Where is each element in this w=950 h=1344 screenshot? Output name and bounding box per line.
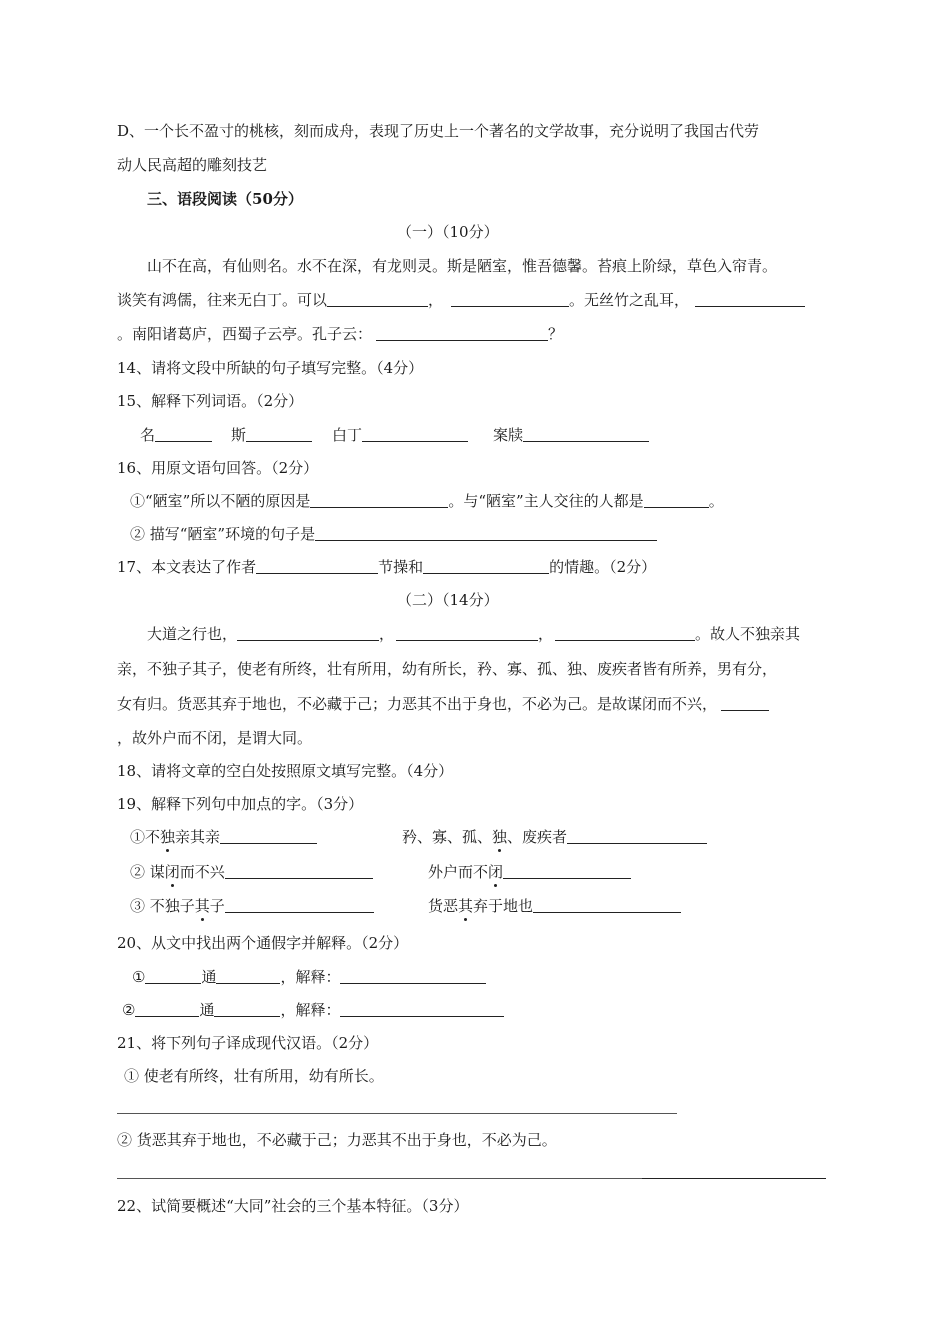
- q19-item-4: [428, 862, 631, 882]
- q19-item-6: [428, 896, 681, 916]
- q20-jieshi-2: ，解释：: [280, 1001, 341, 1019]
- q17-text-c: 的情趣。（2分）: [549, 558, 657, 576]
- p2-blank-4[interactable]: [721, 695, 769, 711]
- passage2-line1-text-a: 大道之行也，: [147, 625, 238, 643]
- q19-item-1-post: 亲其亲: [175, 828, 221, 846]
- question-14: 14、请将文段中所缺的句子填写完整。（4分）: [117, 359, 424, 377]
- q15-word-3-label: 白丁: [332, 426, 363, 444]
- q17-blank-1[interactable]: [256, 558, 378, 574]
- q19-item-2-dotted: 独: [492, 828, 508, 846]
- q19-blank-6[interactable]: [533, 897, 681, 913]
- q20-blank-2a[interactable]: [135, 1001, 199, 1017]
- passage1-line2: [117, 290, 805, 310]
- q16-item-2-text: ② 描写“陋室”环境的句子是: [130, 525, 316, 543]
- q19-item-3-dotted: 闭: [164, 863, 180, 881]
- q15-blank-3[interactable]: [362, 426, 468, 442]
- question-19: 19、解释下列句中加点的字。（3分）: [117, 795, 364, 813]
- blank-1[interactable]: [327, 291, 428, 307]
- passage2-line1-text-b: 。故人不独亲其: [695, 625, 801, 643]
- q20-blank-2c[interactable]: [340, 1001, 504, 1017]
- q19-item-5: [130, 896, 374, 916]
- blank-3[interactable]: [695, 291, 805, 307]
- q17-text-a: 17、本文表达了作者: [117, 558, 257, 576]
- q19-blank-5[interactable]: [225, 897, 374, 913]
- q21-sentence-2: ② 货恶其弃于地也，不必藏于己；力恶其不出于身也，不必为己。: [117, 1131, 557, 1149]
- q17-blank-2[interactable]: [423, 558, 549, 574]
- q19-item-6-dotted: 其: [458, 897, 474, 915]
- q15-word-3: [332, 425, 468, 445]
- passage1-line3-text-a: 。南阳诸葛庐，西蜀子云亭。孔子云：: [117, 325, 373, 343]
- question-18: 18、请将文章的空白处按照原文填写完整。（4分）: [117, 762, 454, 780]
- q19-item-1: [130, 827, 317, 847]
- passage2-line3-text: 女有归。货恶其弃于地也，不必藏于己；力恶其不出于身也，不必为己。是故谋闭而不兴，: [117, 695, 718, 713]
- passage1-line1: 山不在高，有仙则名。水不在深，有龙则灵。斯是陋室，惟吾德馨。苔痕上阶绿，草色入帘青。: [147, 257, 778, 275]
- q19-item-3: [130, 862, 373, 882]
- q19-blank-3[interactable]: [225, 863, 373, 879]
- q19-item-1-pre: ①不: [130, 828, 161, 846]
- q19-item-3-post: 而不兴: [179, 863, 225, 881]
- question-16: 16、用原文语句回答。（2分）: [117, 459, 319, 477]
- q16-item-2: [130, 524, 657, 544]
- q16-blank-2[interactable]: [644, 492, 709, 508]
- q19-item-4-pre: 外户而不: [428, 863, 489, 881]
- q15-word-1-label: 名: [140, 426, 156, 444]
- d-option-line1: D、一个长不盈寸的桃核，刻而成舟，表现了历史上一个著名的文学故事，充分说明了我国古代劳: [117, 122, 760, 140]
- q20-tong-2: 通: [199, 1001, 215, 1019]
- q21-answer-line-2a[interactable]: [117, 1178, 642, 1179]
- q19-item-6-post: 弃于地也: [473, 897, 534, 915]
- d-option-line2: 动人民高超的雕刻技艺: [117, 156, 268, 174]
- q16-blank-3[interactable]: [315, 525, 657, 541]
- q19-item-3-pre: ② 谋: [130, 863, 165, 881]
- question-21: 21、将下列句子译成现代汉语。（2分）: [117, 1034, 379, 1052]
- passage2-line4: ，故外户而不闭，是谓大同。: [117, 729, 313, 747]
- q19-blank-2[interactable]: [567, 828, 707, 844]
- q20-blank-1c[interactable]: [340, 968, 486, 984]
- passage2-line2: 亲，不独子其子，使老有所终，壮有所用，幼有所长，矜、寡、孤、独、废疾者皆有所养，男有分，: [117, 660, 778, 678]
- p2-blank-2[interactable]: [396, 625, 538, 641]
- q19-item-2: [402, 827, 707, 847]
- question-mark: ？: [548, 325, 564, 343]
- comma: ，: [379, 625, 395, 643]
- q19-item-5-pre: ③ 不独子: [130, 897, 195, 915]
- q19-blank-1[interactable]: [220, 828, 317, 844]
- question-22: 22、试简要概述“大同”社会的三个基本特征。（3分）: [117, 1197, 469, 1215]
- q16-item-1-text-b: 。与“陋室”主人交往的人都是: [448, 492, 644, 510]
- q19-item-1-dotted: 独: [160, 828, 176, 846]
- blank-2[interactable]: [451, 291, 569, 307]
- q20-blank-2b[interactable]: [214, 1001, 280, 1017]
- q20-item-1: [132, 967, 486, 987]
- q15-word-4-label: 案牍: [493, 426, 524, 444]
- q15-blank-4[interactable]: [523, 426, 649, 442]
- q19-item-5-post: 子: [209, 897, 225, 915]
- q15-word-2: [231, 425, 312, 445]
- q15-blank-1[interactable]: [155, 426, 212, 442]
- part1-heading: （一）（10分）: [397, 223, 499, 241]
- q21-answer-line-2b[interactable]: [642, 1178, 826, 1179]
- passage2-line3: [117, 694, 769, 714]
- passage1-line3: [117, 324, 563, 344]
- q20-tong-1: 通: [201, 968, 217, 986]
- comma: ，: [428, 291, 444, 309]
- q19-blank-4[interactable]: [503, 863, 631, 879]
- question-20: 20、从文中找出两个通假字并解释。（2分）: [117, 934, 409, 952]
- q20-blank-1a[interactable]: [145, 968, 201, 984]
- q15-word-4: [493, 425, 649, 445]
- q20-blank-1b[interactable]: [216, 968, 280, 984]
- q19-item-4-dotted: 闭: [488, 863, 504, 881]
- section-heading: 三、语段阅读（50分）: [147, 190, 303, 208]
- q20-jieshi-1: ，解释：: [280, 968, 341, 986]
- q16-item-1-text-a: ①“陋室”所以不陋的原因是: [130, 492, 311, 510]
- q16-item-1-text-c: 。: [708, 492, 724, 510]
- p2-blank-1[interactable]: [237, 625, 379, 641]
- passage1-line2-text-a: 谈笑有鸿儒，往来无白丁。可以: [117, 291, 328, 309]
- q21-sentence-1: ① 使老有所终，壮有所用，幼有所长。: [124, 1067, 384, 1085]
- q15-word-1: [140, 425, 212, 445]
- q19-item-6-pre: 货恶: [428, 897, 459, 915]
- q21-answer-line-1[interactable]: [117, 1113, 677, 1114]
- q19-item-2-post: 、废疾者: [507, 828, 568, 846]
- q19-item-5-dotted: 其: [194, 897, 210, 915]
- q20-item-2: [122, 1000, 504, 1020]
- part2-heading: （二）（14分）: [397, 591, 499, 609]
- blank-4[interactable]: [376, 325, 548, 341]
- passage2-line1: [147, 624, 800, 644]
- q19-item-2-pre: 矜、寡、孤、: [402, 828, 493, 846]
- question-15: 15、解释下列词语。（2分）: [117, 392, 304, 410]
- question-17: [117, 557, 656, 577]
- q15-word-2-label: 斯: [231, 426, 247, 444]
- q16-item-1: [130, 491, 724, 511]
- p2-blank-3[interactable]: [555, 625, 695, 641]
- q17-text-b: 节操和: [378, 558, 424, 576]
- q15-blank-2[interactable]: [246, 426, 312, 442]
- passage1-line2-text-b: 。无丝竹之乱耳，: [569, 291, 690, 309]
- q20-item-2-label: ②: [122, 1001, 136, 1019]
- q20-item-1-label: ①: [132, 968, 146, 986]
- q16-blank-1[interactable]: [310, 492, 448, 508]
- comma: ，: [538, 625, 554, 643]
